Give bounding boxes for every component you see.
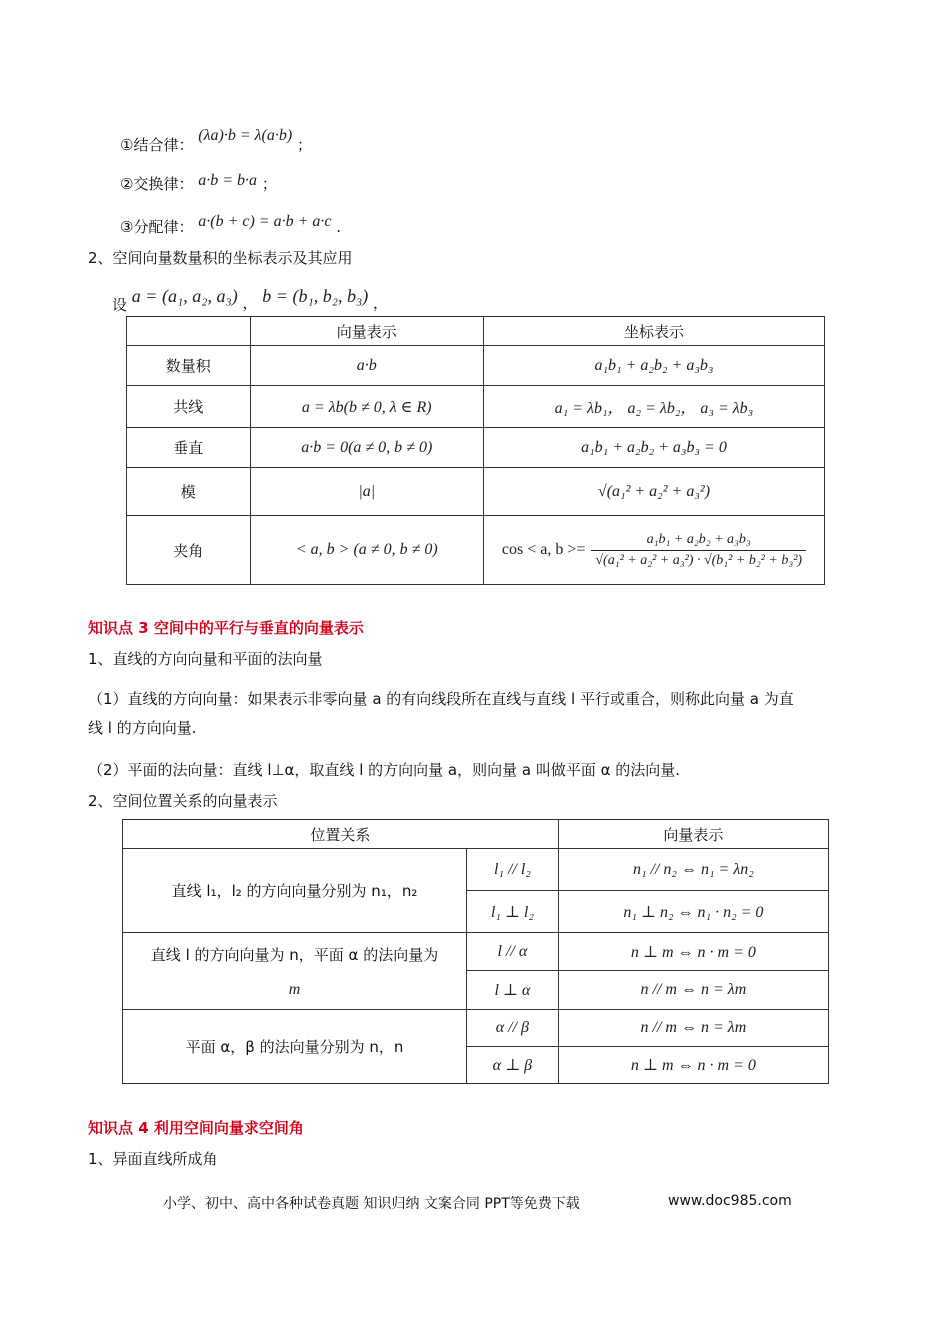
- vector-condition: n ⊥ m ⇔ n · m = 0: [558, 1047, 828, 1084]
- table-header-row: [123, 820, 829, 849]
- kp3-paragraph-1-line-1: （1）直线的方向向量：如果表示非零向量 a 的有向线段所在直线与直线 l 平行或重合，则称此向量 a 为直: [88, 690, 794, 708]
- relation-symbol: l₁ ⊥ l₂: [467, 891, 559, 933]
- coord-form: a₁b₁ + a₂b₂ + a₃b₃: [483, 346, 824, 386]
- law-label: ③分配律：: [120, 218, 194, 236]
- coord-form: √(a₁² + a₂² + a₃²): [483, 468, 824, 516]
- fraction-numerator: a₁b₁ + a₂b₂ + a₃b₃: [646, 531, 751, 547]
- row-name: 共线: [127, 386, 251, 428]
- relation-symbol: l ⊥ α: [467, 971, 559, 1010]
- vector-condition: n // m ⇔ n = λm: [558, 1010, 828, 1047]
- table-row: [127, 428, 825, 468]
- coord-form: [483, 516, 824, 585]
- row-name: 夹角: [127, 516, 251, 585]
- cos-prefix: cos < a, b >=: [501, 541, 586, 558]
- law-end: .: [336, 218, 342, 236]
- relation-symbol: l // α: [467, 933, 559, 971]
- law-end: ；: [296, 136, 312, 154]
- table-row: [127, 386, 825, 428]
- law-formula: a·(b + c) = a·b + a·c: [198, 213, 332, 230]
- row-name: 模: [127, 468, 251, 516]
- law-formula: (λa)·b = λ(a·b): [198, 127, 293, 144]
- table-row: [123, 1010, 829, 1047]
- kp3-subtitle-1: 1、直线的方向向量和平面的法向量: [88, 650, 323, 668]
- relation-symbol: l₁ // l₂: [467, 849, 559, 891]
- relation-description: 直线 l₁，l₂ 的方向向量分别为 n₁，n₂: [123, 849, 467, 933]
- header-cell: 向量表示: [250, 317, 483, 346]
- footer-site[interactable]: www.doc985.com: [668, 1193, 792, 1209]
- vector-form: < a, b > (a ≠ 0, b ≠ 0): [250, 516, 483, 585]
- fraction: [591, 532, 806, 569]
- vector-condition: n // m ⇔ n = λm: [558, 971, 828, 1010]
- table-row: [127, 346, 825, 386]
- dot-product-table: [126, 316, 825, 585]
- header-cell: 位置关系: [123, 820, 559, 849]
- let-sep: ，: [242, 294, 258, 312]
- relation-description: 平面 α，β 的法向量分别为 n，n: [123, 1010, 467, 1084]
- law-label: ②交换律：: [120, 175, 194, 193]
- kp3-subtitle-2: 2、空间位置关系的向量表示: [88, 792, 278, 810]
- law-associative: [120, 127, 312, 155]
- vector-a-def: a = (a₁, a₂, a₃): [131, 286, 238, 306]
- let-line: [112, 286, 389, 314]
- vector-b-def: b = (b₁, b₂, b₃): [262, 286, 369, 306]
- table-row: [127, 516, 825, 585]
- relation-symbol: α ⊥ β: [467, 1047, 559, 1084]
- let-prefix: 设: [112, 296, 128, 314]
- kp3-paragraph-2: （2）平面的法向量：直线 l⊥α，取直线 l 的方向向量 a，则向量 a 叫做平面 α 的法向量.: [88, 761, 681, 779]
- coord-form: a₁b₁ + a₂b₂ + a₃b₃ = 0: [483, 428, 824, 468]
- row-name: 垂直: [127, 428, 251, 468]
- kp3-paragraph-1-line-2: 线 l 的方向向量.: [88, 719, 197, 737]
- footer-text: 小学、初中、高中各种试卷真题 知识归纳 文案合同 PPT等免费下载: [163, 1196, 580, 1212]
- law-label: ①结合律：: [120, 136, 194, 154]
- law-distributive: [120, 213, 342, 237]
- vector-form: |a|: [250, 468, 483, 516]
- header-cell: 坐标表示: [483, 317, 824, 346]
- vector-form: a·b = 0(a ≠ 0, b ≠ 0): [250, 428, 483, 468]
- law-end: ；: [261, 175, 277, 193]
- table-header-row: [127, 317, 825, 346]
- description-line-1: 直线 l 的方向向量为 n，平面 α 的法向量为: [150, 945, 439, 964]
- fraction-denominator: √(a₁² + a₂² + a₃²) · √(b₁² + b₂² + b₃²): [595, 552, 803, 568]
- vector-condition: n ⊥ m ⇔ n · m = 0: [558, 933, 828, 971]
- relation-symbol: α // β: [467, 1010, 559, 1047]
- section-2-title: 2、空间向量数量积的坐标表示及其应用: [88, 249, 353, 267]
- position-relation-table: [122, 819, 829, 1084]
- header-cell: [127, 317, 251, 346]
- kp4-title: 知识点 4 利用空间向量求空间角: [88, 1119, 304, 1137]
- row-name: 数量积: [127, 346, 251, 386]
- vector-condition: n₁ // n₂ ⇔ n₁ = λn₂: [558, 849, 828, 891]
- law-formula: a·b = b·a: [198, 172, 258, 189]
- header-cell: 向量表示: [558, 820, 828, 849]
- let-end: ，: [373, 294, 389, 312]
- table-row: [123, 933, 829, 971]
- vector-form: a·b: [250, 346, 483, 386]
- vector-condition: n₁ ⊥ n₂ ⇔ n₁ · n₂ = 0: [558, 891, 828, 933]
- description-line-2: m: [288, 980, 301, 998]
- table-row: [127, 468, 825, 516]
- kp3-title: 知识点 3 空间中的平行与垂直的向量表示: [88, 619, 364, 637]
- coord-form: a₁ = λb₁， a₂ = λb₂， a₃ = λb₃: [483, 386, 824, 428]
- relation-description: [123, 933, 467, 1010]
- kp4-subtitle-1: 1、异面直线所成角: [88, 1150, 218, 1168]
- table-row: [123, 849, 829, 891]
- vector-form: a = λb(b ≠ 0, λ ∈ R): [250, 386, 483, 428]
- law-commutative: [120, 173, 277, 194]
